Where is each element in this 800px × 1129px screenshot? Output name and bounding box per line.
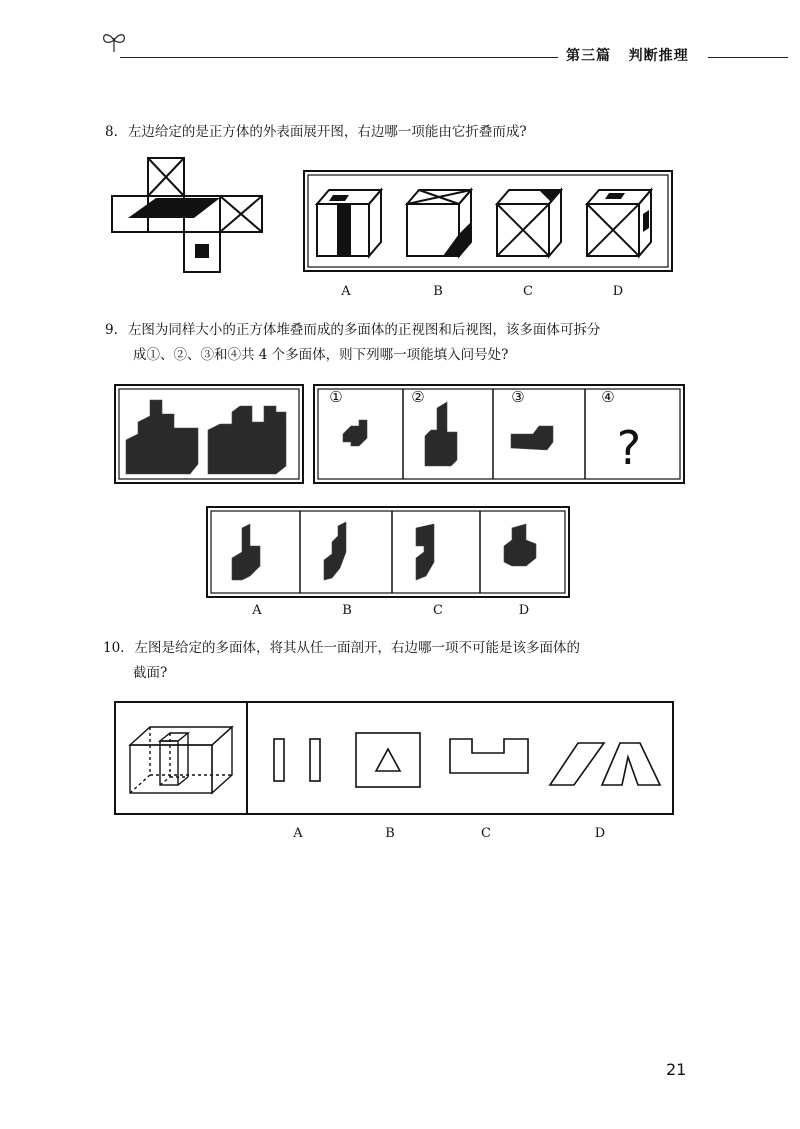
q9-options-panel [206, 506, 570, 598]
question-9 [105, 318, 600, 368]
question-text-line1: 左图为同样大小的正方体堆叠而成的多面体的正视图和后视图，该多面体可拆分 [127, 322, 601, 338]
header-rule-right [708, 57, 788, 58]
question-text: 左边给定的是正方体的外表面展开图，右边哪一项能由它折叠而成? [127, 124, 527, 140]
header-section: 第三篇 [566, 48, 611, 64]
q8-cube-net [110, 156, 270, 276]
q9-label-a: A [252, 603, 262, 618]
q8-option-c-cube [497, 190, 561, 256]
question-text-line2: 截面? [133, 665, 168, 681]
q8-option-b-cube [407, 190, 471, 256]
q9-part-2: ② [411, 388, 425, 406]
page-number: 21 [666, 1060, 687, 1079]
question-text-line2: 成①、②、③和④共 4 个多面体，则下列哪一项能填入问号处? [133, 347, 509, 363]
question-number: 10. [103, 640, 125, 656]
q9-label-c: C [433, 603, 443, 618]
q10-label-b: B [385, 826, 395, 841]
q10-label-a: A [293, 826, 303, 841]
q10-panel [114, 701, 674, 815]
question-number: 9. [105, 322, 118, 338]
q8-options-panel [303, 170, 673, 272]
q9-parts-panel [313, 384, 685, 484]
q8-label-a: A [341, 284, 351, 299]
q9-part-1: ① [329, 388, 343, 406]
header-rule-left [120, 57, 558, 58]
header-subject: 判断推理 [628, 48, 689, 64]
q10-label-c: C [481, 826, 491, 841]
question-10 [103, 636, 580, 686]
question-8 [105, 120, 527, 145]
q8-option-a-cube [317, 190, 381, 256]
header-title [566, 45, 689, 65]
question-number: 8. [105, 124, 118, 140]
sprout-icon [98, 28, 130, 58]
q10-given-solid [130, 727, 232, 793]
q8-label-d: D [612, 284, 624, 299]
q8-label-c: C [523, 284, 533, 299]
q9-part-4: ④ [601, 388, 615, 406]
q9-label-d: D [518, 603, 530, 618]
q8-label-b: B [433, 284, 443, 299]
question-text-line1: 左图是给定的多面体，将其从任一面剖开，右边哪一项不可能是该多面体的 [134, 640, 580, 656]
q9-question-mark: ? [616, 421, 642, 475]
q10-label-d: D [594, 826, 606, 841]
q8-option-d-cube [587, 190, 651, 256]
q9-views-panel [114, 384, 304, 484]
q9-part-3: ③ [511, 388, 525, 406]
q9-label-b: B [342, 603, 352, 618]
